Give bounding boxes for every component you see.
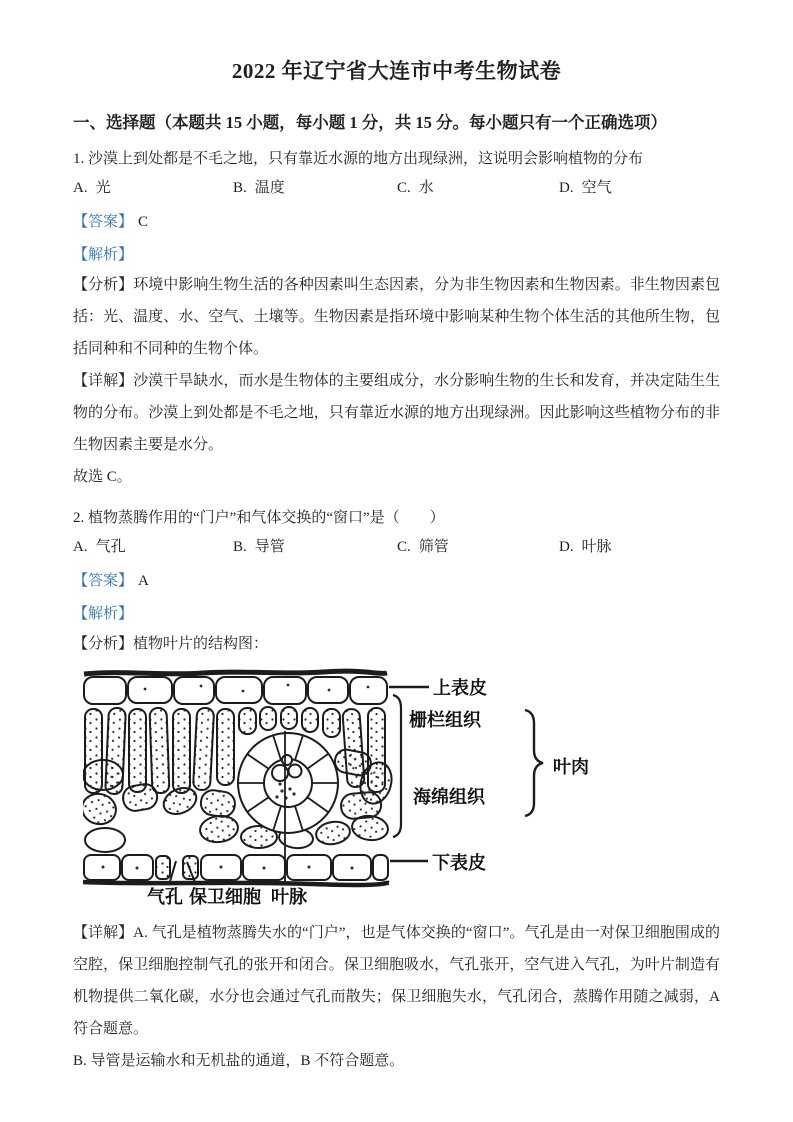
answer-tag: 【答案】 [73, 573, 134, 589]
answer-value: A [138, 573, 149, 589]
option-label: 空气 [581, 180, 612, 196]
diagram-label-upper-epidermis: 上表皮 [433, 678, 487, 698]
lower-cuticle-line [83, 882, 389, 885]
leaf-diagram-svg [83, 663, 603, 911]
question-1-analysis: 【分析】环境中影响生物生活的各种因素叫生态因素，分为非生物因素和生物因素。非生物因素包括：光、温度、水、空气、土壤等。生物因素是指环境中影响某种生物个体生活的其他所生物，包括同种和不同种的生物个体。 [73, 277, 720, 357]
option-d [559, 535, 720, 559]
option-c [397, 535, 559, 559]
xylem-vessel [289, 765, 302, 778]
question-2-analysis-intro: 【分析】植物叶片的结构图： [73, 636, 269, 652]
analysis-tag: 【解析】 [73, 247, 134, 263]
question-2-detail-a: 【详解】A. 气孔是植物蒸腾失水的“门户”，也是气体交换的“窗口”。气孔是由一对保卫细胞围成的空腔，保卫细胞控制气孔的张开和闭合。保卫细胞吸水，气孔张开，空气进入气孔，为叶片制造有机物提供二氧化碳，水分也会通过气孔而散失；保卫细胞失水，气孔闭合，蒸腾作用随之减弱，A 符合题意。 [73, 925, 720, 1037]
option-b [233, 535, 397, 559]
option-key: C. [397, 180, 411, 196]
option-key: A. [73, 180, 88, 196]
diagram-label-stoma: 气孔 [147, 887, 183, 907]
option-key: B. [233, 539, 247, 555]
guard-cell [156, 856, 170, 879]
diagram-label-spongy-tissue: 海绵组织 [413, 787, 485, 807]
question-1-answer-line [73, 210, 720, 234]
leaf-structure-diagram [83, 663, 720, 911]
vein-bundle [238, 733, 338, 833]
option-label: 温度 [254, 180, 285, 196]
option-c [397, 176, 559, 200]
option-d [559, 176, 720, 200]
option-key: B. [233, 180, 247, 196]
diagram-label-guard-cell: 保卫细胞 [189, 887, 261, 907]
option-key: A. [73, 539, 88, 555]
question-2-stem: 2. 植物蒸腾作用的“门户”和气体交换的“窗口”是（ ） [73, 510, 445, 526]
question-2 [73, 506, 720, 1077]
answer-tag: 【答案】 [73, 214, 134, 230]
answer-value: C [138, 214, 149, 230]
xylem-vessel [282, 755, 292, 765]
option-a [73, 176, 233, 200]
lower-epidermis-cells [84, 855, 388, 880]
diagram-label-mesophyll: 叶肉 [553, 757, 589, 777]
option-label: 导管 [254, 539, 285, 555]
option-b [233, 176, 397, 200]
question-2-detail-b: B. 导管是运输水和无机盐的通道，B 不符合题意。 [73, 1053, 405, 1069]
question-1 [73, 147, 720, 493]
option-label: 筛管 [418, 539, 449, 555]
option-key: D. [559, 180, 574, 196]
question-1-detail: 【详解】沙漠干旱缺水，而水是生物体的主要组成分，水分影响生物的生长和发育，并决定陆生生物的分布。沙漠上到处都是不毛之地，只有靠近水源的地方出现绿洲。因此影响这些植物分布的非生物因素主要是水分。 [73, 373, 720, 453]
question-2-options [73, 535, 720, 559]
guard-cell [183, 856, 198, 879]
section-heading: 一、选择题（本题共 15 小题，每小题 1 分，共 15 分。每小题只有一个正确选项） [73, 113, 667, 132]
option-label: 气孔 [95, 539, 126, 555]
option-a [73, 535, 233, 559]
diagram-label-lower-epidermis: 下表皮 [432, 853, 486, 873]
option-key: D. [559, 539, 574, 555]
question-1-stem: 1. 沙漠上到处都是不毛之地，只有靠近水源的地方出现绿洲，这说明会影响植物的分布 [73, 151, 644, 167]
document-title: 2022 年辽宁省大连市中考生物试卷 [231, 59, 562, 83]
diagram-label-vein: 叶脉 [271, 887, 307, 907]
question-2-answer-line [73, 569, 720, 593]
option-key: C. [397, 539, 411, 555]
upper-epidermis-cells [84, 677, 387, 704]
question-1-conclusion: 故选 C。 [73, 469, 132, 485]
question-1-options [73, 176, 720, 200]
option-label: 水 [418, 180, 434, 196]
analysis-tag: 【解析】 [73, 606, 134, 622]
diagram-label-palisade-tissue: 栅栏组织 [409, 710, 481, 730]
option-label: 叶脉 [581, 539, 612, 555]
option-label: 光 [95, 180, 111, 196]
cuticle-line [84, 671, 387, 674]
